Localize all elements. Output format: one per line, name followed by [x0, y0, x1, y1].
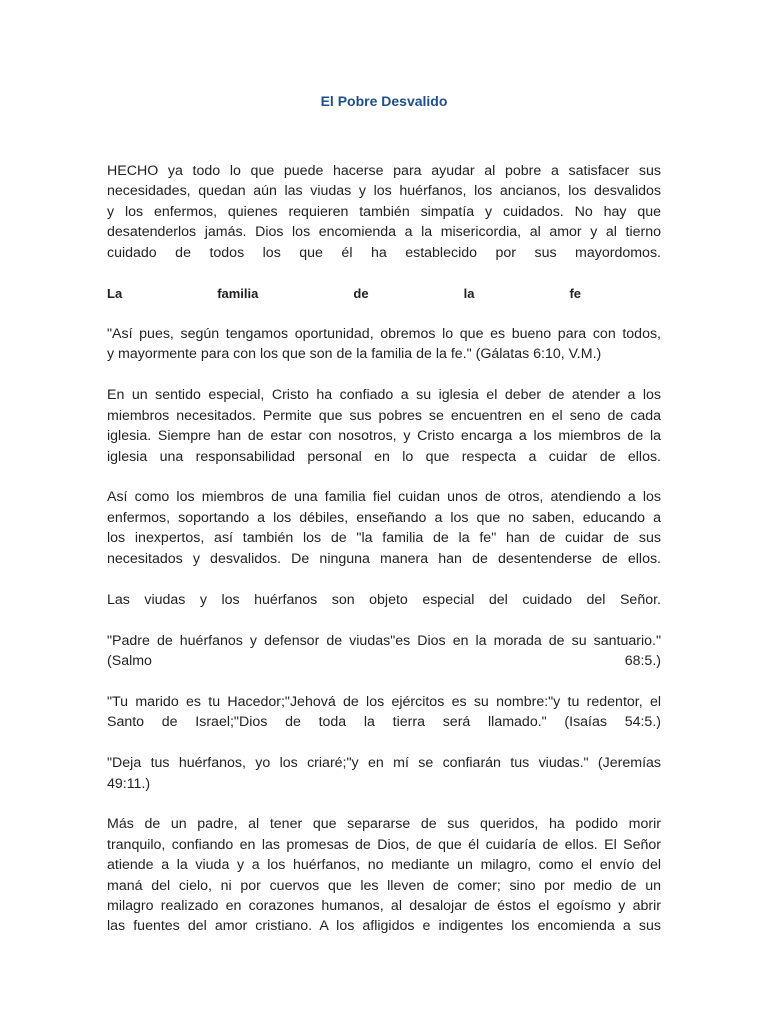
- text-line: atiende a la viuda y a los huérfanos, no mediante un milagro, como el envío del: [107, 857, 661, 874]
- paragraph-iglesia: [107, 385, 661, 467]
- text-line: "Tu marido es tu Hacedor;"Jehová de los ejércitos es su nombre:"y tu redentor, el: [107, 693, 661, 710]
- paragraph-familia: [107, 487, 661, 569]
- document-title: El Pobre Desvalido: [320, 93, 448, 109]
- text-line: maná del cielo, ni por cuervos que les lleven de comer; sino por medio de un: [107, 877, 661, 894]
- quote-galatas: [107, 324, 661, 365]
- text-line: En un sentido especial, Cristo ha confiado a su iglesia el deber de atender a los: [107, 387, 661, 404]
- text-line: Así como los miembros de una familia fiel cuidan unos de otros, atendiendo a los: [107, 489, 661, 506]
- text-line: Más de un padre, al tener que separarse de sus queridos, ha podido morir: [107, 816, 661, 833]
- text-line: "Deja tus huérfanos, yo los criaré;"y en mí se confiarán tus viudas." (Jeremías: [107, 755, 661, 772]
- paragraph-padre: [107, 814, 661, 936]
- text-line: y los enfermos, quienes requieren también simpatía y cuidados. No hay que: [107, 203, 661, 220]
- text-line: "Así pues, según tengamos oportunidad, obremos lo que es bueno para con todos,: [107, 326, 661, 343]
- text-line: iglesia. Siempre han de estar con nosotros, y Cristo encarga a los miembros de la: [107, 428, 661, 445]
- paragraph-viudas: [107, 590, 661, 610]
- text-line: "Padre de huérfanos y defensor de viudas"es Dios en la morada de su santuario.": [107, 632, 661, 649]
- text-line: Santo de Israel;"Dios de toda la tierra será llamado." (Isaías 54:5.): [107, 714, 661, 731]
- heading-word: La: [107, 285, 123, 301]
- quote-isaias: [107, 692, 661, 733]
- text-line: desatenderlos jamás. Dios los encomienda a la misericordia, al amor y al tierno: [107, 224, 661, 241]
- text-line: los inexpertos, así también los de "la familia de la fe" han de cuidar de sus: [107, 530, 661, 547]
- text-line: miembros necesitados. Permite que sus pobres se encuentren en el seno de cada: [107, 407, 661, 424]
- text-line: milagro realizado en corazones humanos, al desalojar de éstos el egoísmo y abrir: [107, 898, 661, 915]
- text-line: enfermos, soportando a los débiles, enseñando a los que no saben, educando a: [107, 509, 661, 526]
- heading-word: de: [353, 285, 369, 301]
- heading-word: familia: [217, 285, 259, 301]
- text-line: iglesia una responsabilidad personal en lo que respecta a cuidar de ellos.: [107, 448, 661, 465]
- quote-jeremias: [107, 753, 661, 794]
- heading-word: fe: [569, 285, 581, 301]
- text-line: y mayormente para con los que son de la familia de la fe." (Gálatas 6:10, V.M.): [107, 346, 602, 363]
- text-line: necesitados y desvalidos. De ninguna manera han de desentenderse de ellos.: [107, 550, 661, 567]
- text-line: las fuentes del amor cristiano. A los afligidos e indigentes los encomienda a sus: [107, 918, 661, 935]
- text-line: tranquilo, confiando en las promesas de Dios, de que él cuidaría de ellos. El Señor: [107, 836, 661, 853]
- text-line: (Salmo 68:5.): [107, 652, 661, 669]
- text-line: HECHO ya todo lo que puede hacerse para ayudar al pobre a satisfacer sus: [107, 163, 661, 179]
- text-line: cuidado de todos los que él ha establecido por sus mayordomos.: [107, 244, 661, 261]
- quote-salmo: [107, 631, 661, 672]
- text-line: Las viudas y los huérfanos son objeto especial del cuidado del Señor.: [107, 591, 661, 608]
- heading-word: la: [463, 285, 475, 301]
- section-heading: [107, 284, 661, 304]
- paragraph-intro: [107, 161, 661, 263]
- text-line: 49:11.): [107, 775, 151, 792]
- text-line: necesidades, quedan aún las viudas y los huérfanos, los ancianos, los desvalidos: [107, 183, 661, 200]
